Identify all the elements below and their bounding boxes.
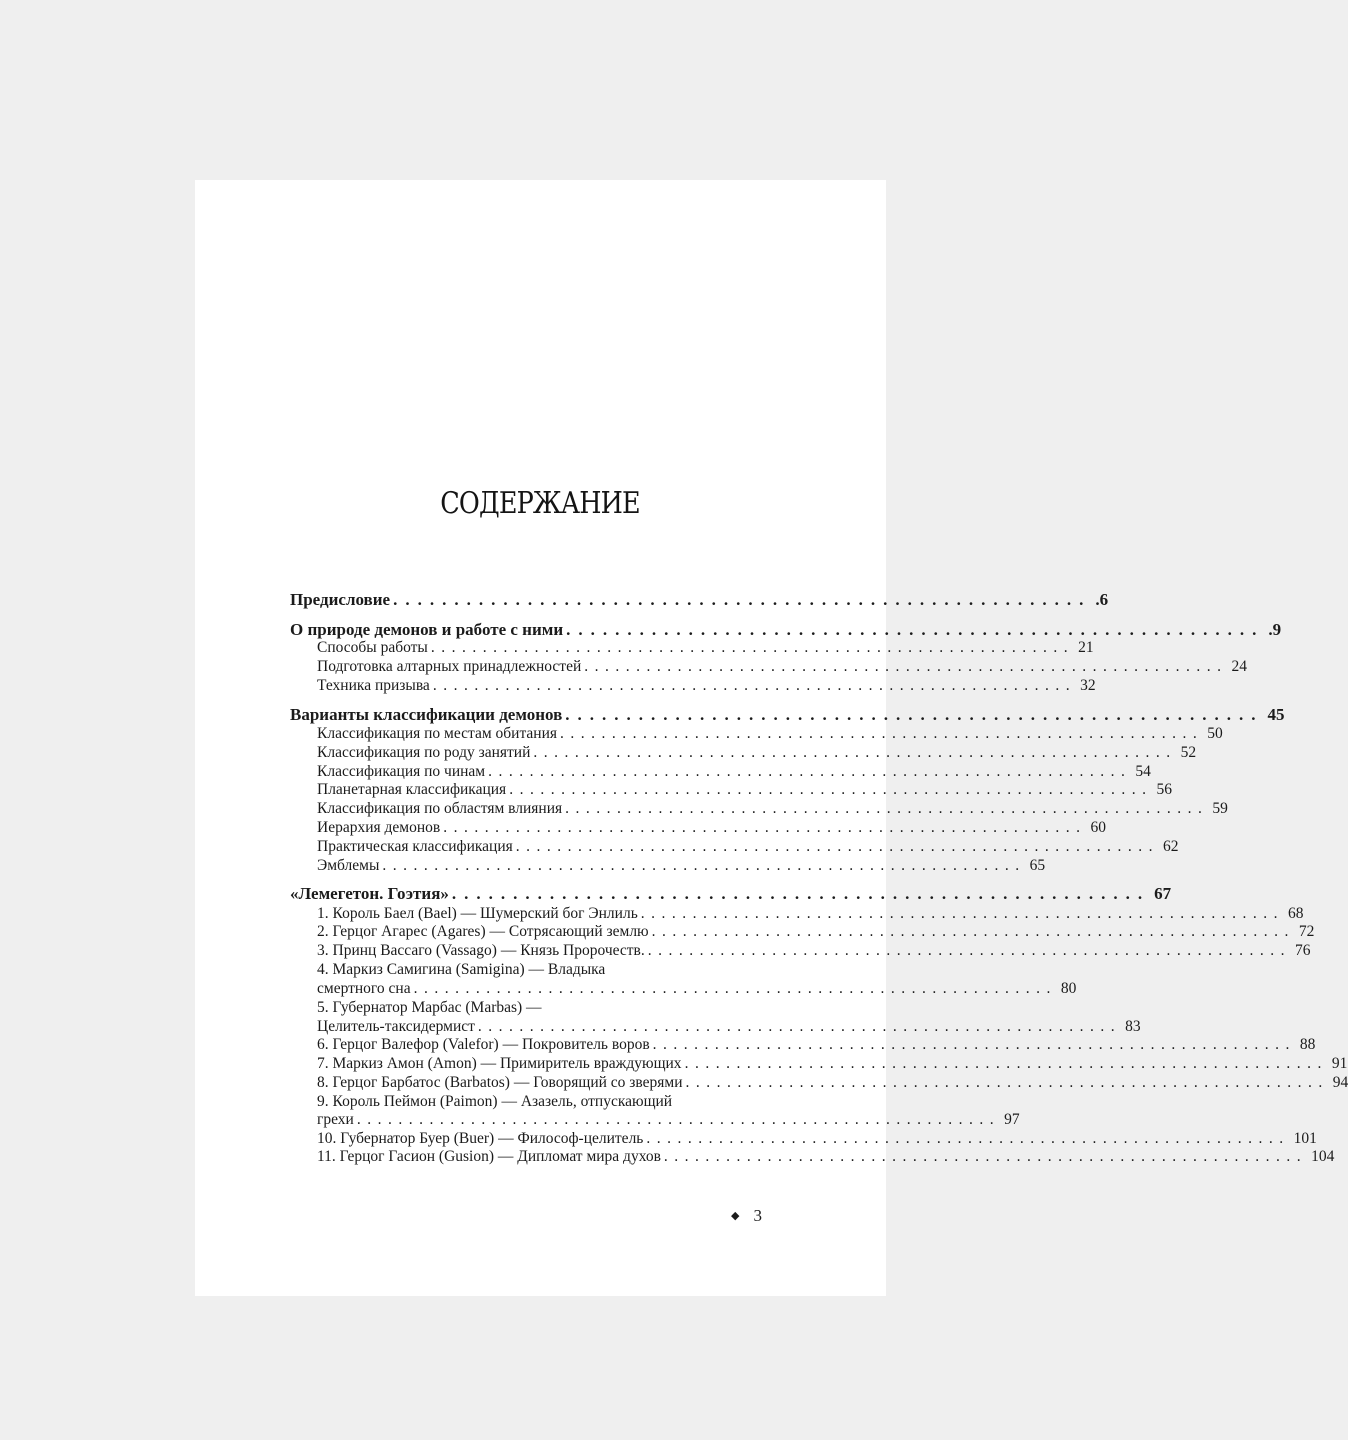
toc-entry-title: Целитель-таксидермист: [317, 1018, 475, 1035]
toc-subentry: [317, 657, 1247, 676]
toc-entry-page: 80: [1060, 980, 1077, 997]
leader-dots: ..............................................................: [684, 1055, 1328, 1072]
leader-dots: .........................................................: [566, 620, 1265, 639]
toc-subentry: [317, 1054, 1348, 1073]
toc-entry-page: 50: [1207, 725, 1223, 742]
leader-dots: ..............................................................: [477, 1018, 1122, 1035]
leader-dots: ..............................................................: [443, 819, 1087, 836]
leader-dots: ..............................................................: [651, 923, 1295, 940]
leader-dots: .........................................................: [565, 705, 1264, 724]
toc-entry-title: 6. Герцог Валефор (Valefor) — Покровитель воров: [317, 1036, 650, 1053]
toc-entry-title: Подготовка алтарных принадлежностей: [317, 658, 582, 675]
toc-subentry: [317, 724, 1223, 743]
leader-dots: ..............................................................: [647, 942, 1291, 959]
toc-entry-title: грехи: [317, 1111, 354, 1128]
toc-subentry: [317, 1017, 1141, 1036]
toc-entry-page: 83: [1125, 1018, 1141, 1035]
toc-subentry: [317, 1035, 1316, 1054]
toc-entry-title: 8. Герцог Барбатос (Barbatos) — Говорящий со зверями: [317, 1074, 683, 1091]
leader-dots: .........................................................: [393, 590, 1092, 609]
toc-entry-title: Эмблемы: [317, 857, 380, 874]
toc-entry-title: Иерархия демонов: [317, 819, 441, 836]
leader-dots: ..............................................................: [652, 1036, 1296, 1053]
toc-entry-title: Классификация по роду занятий: [317, 744, 531, 761]
leader-dots: ..............................................................: [685, 1074, 1329, 1091]
leader-dots: ..............................................................: [515, 838, 1160, 855]
toc-subentry: [317, 780, 1172, 799]
toc-entry-title: смертного сна: [317, 980, 411, 997]
toc-entry-page: 24: [1231, 658, 1247, 675]
toc-subentry: [317, 1129, 1317, 1148]
toc-entry-title: 3. Принц Вассаго (Vassago) — Князь Пророчеств.: [317, 942, 645, 959]
toc-entry-preface: [290, 590, 1109, 609]
toc-entry-page: 56: [1156, 781, 1172, 798]
toc-subentry: [317, 1147, 1335, 1166]
toc-entry-page: 67: [1154, 884, 1172, 903]
leader-dots: ..............................................................: [533, 744, 1177, 761]
toc-entry-page: 59: [1212, 800, 1228, 817]
leader-dots: ..............................................................: [382, 857, 1026, 874]
toc-entry-page: 68: [1288, 905, 1304, 922]
toc-subentry-first-line: 4. Маркиз Самигина (Samigina) — Владыка: [317, 961, 606, 978]
toc-subentry: [317, 922, 1315, 941]
toc-entry-title: О природе демонов и работе с ними: [290, 620, 564, 639]
toc-subentry: [317, 904, 1304, 923]
toc-subentry: [317, 856, 1046, 875]
leader-dots: ..............................................................: [646, 1130, 1290, 1147]
toc-entry-page: 65: [1029, 857, 1046, 874]
toc-entry-title: «Лемегетон. Гоэтия»: [290, 884, 449, 903]
toc-entry-page: 94: [1332, 1074, 1348, 1091]
leader-dots: ..............................................................: [413, 980, 1057, 997]
toc-entry-page: 101: [1293, 1130, 1317, 1147]
leader-dots: ..............................................................: [584, 658, 1228, 675]
diamond-icon: ◆: [731, 1210, 740, 1222]
toc-subentry: [317, 1073, 1348, 1092]
toc-entry-section-3: [290, 884, 1172, 903]
toc-entry-page: 88: [1299, 1036, 1316, 1053]
page-number-value: 3: [753, 1206, 762, 1225]
toc-entry-page: 45: [1267, 705, 1285, 724]
toc-entry-title: Варианты классификации демонов: [290, 705, 563, 724]
leader-dots: ..............................................................: [488, 763, 1132, 780]
toc-entry-title: Предисловие: [290, 590, 391, 609]
toc-entry-page: 32: [1080, 677, 1096, 694]
leader-dots: ..............................................................: [640, 905, 1285, 922]
toc-entry-page: 62: [1163, 838, 1179, 855]
page-number: [731, 1206, 762, 1226]
toc-entry-page: 104: [1311, 1148, 1335, 1165]
toc-subentry: [317, 818, 1106, 837]
leader-dots: ..............................................................: [356, 1111, 1001, 1128]
toc-entry-section-2: [290, 705, 1285, 724]
leader-dots: ..............................................................: [432, 677, 1077, 694]
toc-entry-page: .9: [1268, 620, 1282, 639]
toc-subentry: [317, 638, 1094, 657]
toc-entry-title: 10. Губернатор Буер (Buer) — Философ-целитель: [317, 1130, 644, 1147]
toc-entry-title: 2. Герцог Агарес (Agares) — Сотрясающий землю: [317, 923, 649, 940]
leader-dots: ..............................................................: [509, 781, 1153, 798]
toc-entry-page: 91: [1331, 1055, 1348, 1072]
leader-dots: .........................................................: [451, 884, 1151, 903]
toc-entry-title: Техника призыва: [317, 677, 430, 694]
toc-subentry: [317, 979, 1077, 998]
toc-subentry: [317, 1110, 1020, 1129]
toc-entry-title: 7. Маркиз Амон (Amon) — Примиритель враждующих: [317, 1055, 682, 1072]
toc-subentry: [317, 743, 1197, 762]
toc-subentry: [317, 837, 1179, 856]
toc-entry-page: 52: [1180, 744, 1197, 761]
toc-entry-page: 97: [1004, 1111, 1020, 1128]
toc-entry-section-1: [290, 620, 1282, 639]
toc-entry-title: Классификация по чинам: [317, 763, 486, 780]
toc-entry-title: Планетарная классификация: [317, 781, 507, 798]
toc-subentry: [317, 941, 1311, 960]
leader-dots: ..............................................................: [663, 1148, 1308, 1165]
toc-entry-page: 60: [1090, 819, 1106, 836]
leader-dots: ..............................................................: [560, 725, 1204, 742]
toc-entry-page: .6: [1095, 590, 1109, 609]
toc-subentry-first-line: 9. Король Пеймон (Paimon) — Азазель, отпускающий: [317, 1093, 673, 1110]
toc-entry-title: 1. Король Баел (Bael) — Шумерский бог Энлиль: [317, 905, 638, 922]
toc-entry-page: 21: [1078, 639, 1094, 656]
toc-entry-title: Классификация по местам обитания: [317, 725, 558, 742]
toc-entry-title: Практическая классификация: [317, 838, 513, 855]
toc-entry-page: 72: [1298, 923, 1315, 940]
toc-entry-title: 11. Герцог Гасион (Gusion) — Дипломат мира духов: [317, 1148, 661, 1165]
toc-subentry: [317, 799, 1228, 818]
toc-entry-title: Способы работы: [317, 639, 428, 656]
toc-entry-page: 54: [1135, 763, 1151, 780]
toc-entry-page: 76: [1295, 942, 1311, 959]
leader-dots: ..............................................................: [565, 800, 1209, 817]
page-title: СОДЕРЖАНИЕ: [440, 486, 640, 521]
toc-entry-title: Классификация по областям влияния: [317, 800, 563, 817]
leader-dots: ..............................................................: [430, 639, 1075, 656]
toc-subentry-first-line: 5. Губернатор Марбас (Marbas) —: [317, 999, 542, 1016]
toc-subentry: [317, 762, 1151, 781]
toc-subentry: [317, 676, 1096, 695]
